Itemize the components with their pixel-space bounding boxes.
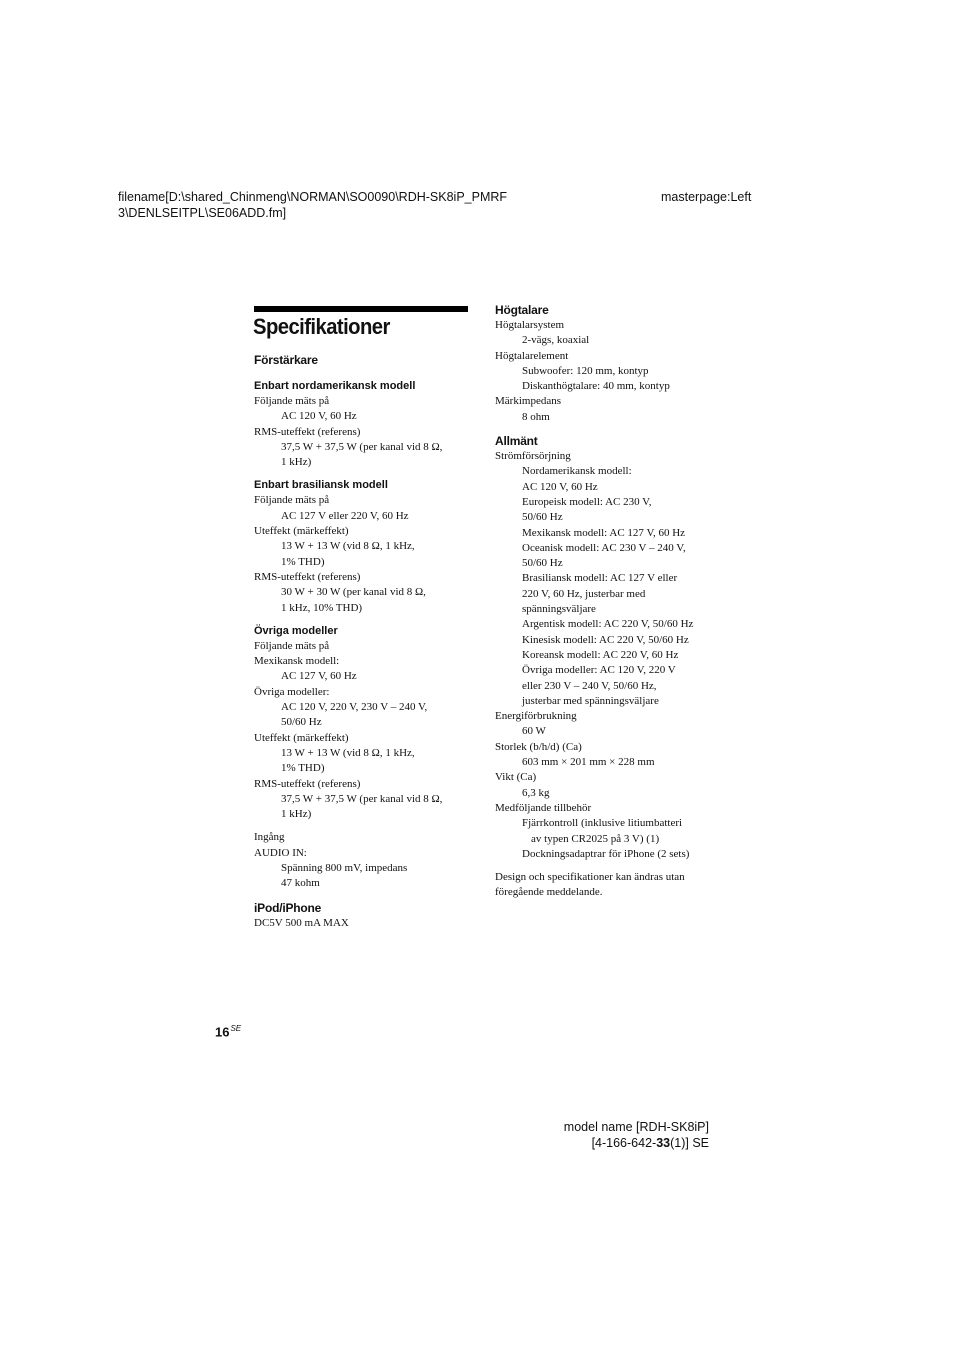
model-code-suffix: (1)] SE [670,1136,709,1150]
model-name: model name [RDH-SK8iP] [563,1120,709,1134]
spec-value: 1 kHz, 10% THD) [281,601,363,614]
filename-line-1: filename[D:\shared_Chinmeng\NORMAN\SO0090\RDH-SK8iP_PMRF [118,190,508,204]
spec-line: RMS-uteffekt (referens) [254,777,361,790]
left-column [254,352,469,931]
spec-value: 1 kHz) [281,808,312,821]
spec-value: AC 127 V, 60 Hz [281,670,357,683]
spec-line: Följande mäts på [254,639,330,652]
title-rule [254,306,468,312]
spec-line: RMS-uteffekt (referens) [254,425,361,438]
spec-line: Följande mäts på [254,395,330,407]
spec-value: Argentisk modell: AC 220 V, 50/60 Hz [522,618,694,631]
spec-value: Fjärrkontroll (inklusive litiumbatteri [522,817,683,830]
page-number-value: 16 [215,1024,230,1040]
masterpage-label: masterpage:Left [661,190,752,204]
subheading-other-models: Övriga modeller [254,624,338,637]
spec-value: Oceanisk modell: AC 230 V – 240 V, [522,541,686,554]
spec-value: 1 kHz) [281,456,312,469]
spec-value: Mexikansk modell: AC 127 V, 60 Hz [522,526,686,539]
spec-line: Vikt (Ca) [495,771,537,784]
spec-value: 60 W [522,725,546,738]
spec-line: Ingång [254,831,285,844]
spec-value: 1% THD) [281,762,325,775]
spec-line: Uteffekt (märkeffekt) [254,525,349,538]
spec-value: Övriga modeller: AC 120 V, 220 V [522,664,676,677]
spec-line: Mexikansk modell: [254,655,340,668]
section-heading-amplifier: Förstärkare [254,353,318,367]
spec-value: eller 230 V – 240 V, 50/60 Hz, [522,679,657,692]
disclaimer-line: föregående meddelande. [495,886,603,899]
spec-line: Medföljande tillbehör [495,801,592,814]
spec-value: justerbar med spänningsväljare [522,694,659,707]
spec-value: 13 W + 13 W (vid 8 Ω, 1 kHz, [281,746,415,759]
subheading-brazil: Enbart brasiliansk modell [254,479,388,492]
filename-line-2: 3\DENLSEITPL\SE06ADD.fm] [118,206,287,220]
spec-value: AC 127 V eller 220 V, 60 Hz [281,509,409,522]
right-column [495,302,715,901]
spec-value: 13 W + 13 W (vid 8 Ω, 1 kHz, [281,540,415,553]
spec-value: av typen CR2025 på 3 V) (1) [531,832,660,845]
footer-model-info [564,1119,709,1151]
spec-line: Högtalarsystem [495,319,565,331]
spec-line: Övriga modeller: [254,685,330,698]
spec-value: 50/60 Hz [281,716,322,729]
model-code-bold: 33 [656,1136,671,1150]
page-number [215,1024,241,1039]
spec-value: Diskanthögtalare: 40 mm, kontyp [522,380,670,393]
spec-value: 6,3 kg [522,786,550,799]
spec-value: 50/60 Hz [522,511,563,524]
model-code-prefix: [4-166-642- [591,1136,657,1150]
spec-value: Kinesisk modell: AC 220 V, 50/60 Hz [522,633,689,646]
spec-value: Brasiliansk modell: AC 127 V eller [522,572,678,585]
spec-value: 47 kohm [281,877,320,890]
spec-line: RMS-uteffekt (referens) [254,570,361,583]
spec-value: spänningsväljare [522,603,596,616]
spec-value: 8 ohm [522,410,550,423]
spec-value: Koreansk modell: AC 220 V, 60 Hz [522,648,679,661]
spec-value: Dockningsadaptrar för iPhone (2 sets) [522,847,690,860]
page-title: Specifikationer [253,314,390,339]
spec-line: Storlek (b/h/d) (Ca) [495,740,582,753]
spec-line: Uteffekt (märkeffekt) [254,731,349,744]
spec-value: Subwoofer: 120 mm, kontyp [522,364,649,377]
spec-value: Spänning 800 mV, impedans [281,862,408,875]
subheading-north-america: Enbart nordamerikansk modell [254,380,416,392]
spec-line: Strömförsörjning [495,450,571,463]
disclaimer-line: Design och specifikationer kan ändras utan [495,871,685,884]
spec-value: AC 120 V, 220 V, 230 V – 240 V, [281,701,428,714]
spec-value: AC 120 V, 60 Hz [281,410,357,423]
filename-header [118,189,507,221]
spec-line: DC5V 500 mA MAX [254,916,349,929]
spec-line: Energiförbrukning [495,710,577,723]
spec-value: 50/60 Hz [522,557,563,570]
spec-value: 2-vägs, koaxial [522,334,590,347]
spec-value: 1% THD) [281,555,325,568]
model-code [564,1135,709,1151]
spec-line: Högtalarelement [495,349,569,362]
spec-value: 37,5 W + 37,5 W (per kanal vid 8 Ω, [281,792,443,805]
spec-value: 30 W + 30 W (per kanal vid 8 Ω, [281,586,426,599]
spec-value: 37,5 W + 37,5 W (per kanal vid 8 Ω, [281,440,443,453]
spec-line: Märkimpedans [495,395,561,408]
spec-line: Följande mäts på [254,494,330,507]
spec-value: 220 V, 60 Hz, justerbar med [522,587,646,600]
section-heading-ipod: iPod/iPhone [254,900,322,915]
section-heading-speaker: Högtalare [495,303,549,317]
spec-value: Europeisk modell: AC 230 V, [522,495,652,508]
spec-line: AUDIO IN: [254,846,307,859]
section-heading-general: Allmänt [495,434,538,449]
spec-value: AC 120 V, 60 Hz [522,480,598,493]
page-number-suffix: SE [230,1024,242,1033]
spec-value: 603 mm × 201 mm × 228 mm [522,756,655,769]
spec-value: Nordamerikansk modell: [522,465,632,478]
